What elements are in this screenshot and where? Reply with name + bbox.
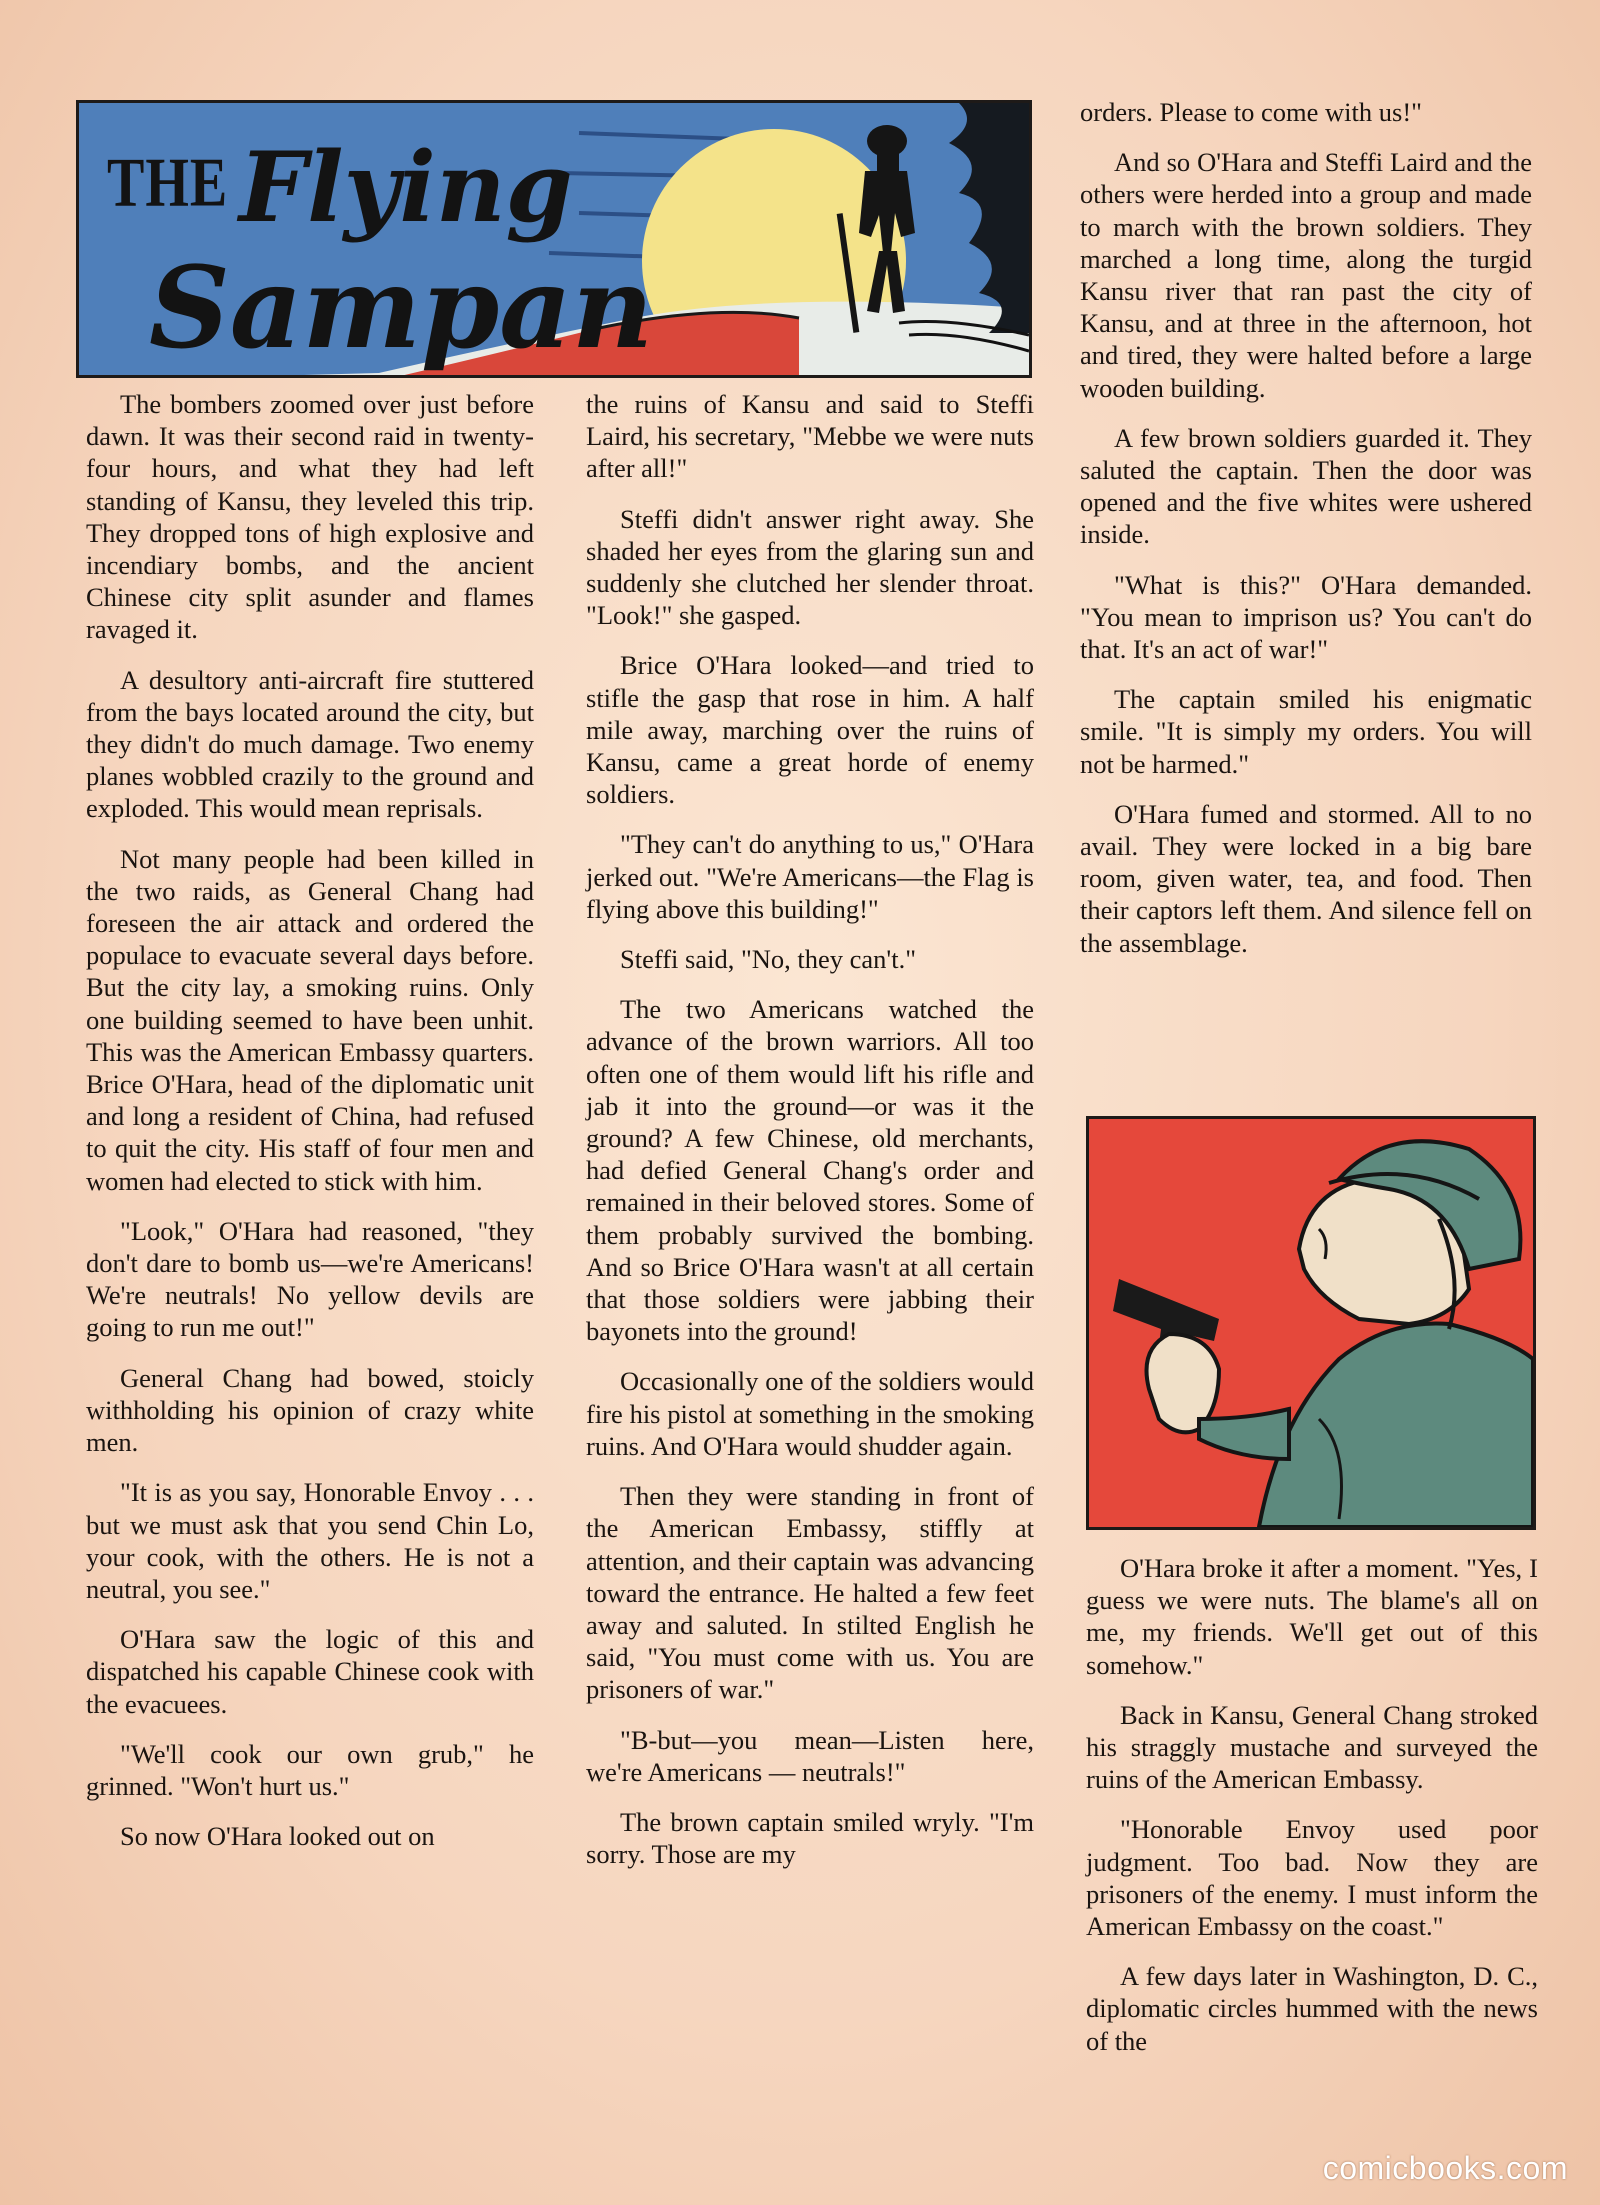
text-column-2 <box>586 388 1034 1888</box>
paragraph: Steffi didn't answer right away. She shaded her eyes from the glaring sun and suddenly she clutched her slender throat. "Look!" she gasped. <box>586 503 1034 631</box>
paragraph: O'Hara fumed and stormed. All to no avail. They were locked in a big bare room, given water, tea, and food. Then their captors left them. And silence fell on the assemblage. <box>1080 798 1532 958</box>
title-banner <box>76 100 1032 378</box>
paragraph: "We'll cook our own grub," he grinned. "Won't hurt us." <box>86 1738 534 1801</box>
paragraph: "B-but—you mean—Listen here, we're Americans — neutrals!" <box>586 1724 1034 1787</box>
paragraph: And so O'Hara and Steffi Laird and the others were herded into a group and made to march with the brown soldiers. They marched a long time, along the turgid Kansu river that ran past the city of Kansu, and at three in the afternoon, hot and tired, they were halted before a large wooden building. <box>1080 147 1532 403</box>
paragraph: The brown captain smiled wryly. "I'm sorry. Those are my <box>586 1806 1034 1870</box>
site-watermark: comicbooks.com <box>1322 2150 1568 2186</box>
paragraph: Then they were standing in front of the American Embassy, stiffly at attention, and their captain was advancing toward the entrance. He halted a few feet away and saluted. In stilted English he said, "You must come with us. You are prisoners of war." <box>586 1481 1034 1705</box>
paragraph: the ruins of Kansu and said to Steffi Laird, his secretary, "Mebbe we were nuts after all!" <box>586 389 1034 484</box>
paragraph: A few days later in Washington, D. C., diplomatic circles hummed with the news of the <box>1086 1961 1538 2056</box>
paragraph: Steffi said, "No, they can't." <box>620 944 917 975</box>
paragraph: Occasionally one of the soldiers would fire his pistol at something in the smoking ruins. And O'Hara would shudder again. <box>586 1366 1034 1461</box>
paragraph: O'Hara broke it after a moment. "Yes, I guess we were nuts. The blame's all on me, my friends. We'll get out of this somehow." <box>1086 1553 1538 1680</box>
soldier-with-pistol-drawing <box>1089 1119 1533 1527</box>
paragraph: "Look," O'Hara had reasoned, "they don't dare to bomb us—we're Americans! We're neutrals! No yellow devils are going to run me out!" <box>86 1215 534 1343</box>
paragraph: A desultory anti-aircraft fire stuttered from the bays located around the city, but they didn't do much damage. Two enemy planes wobbled crazily to the ground and exploded. This would mean reprisals. <box>86 664 534 824</box>
paragraph: The two Americans watched the advance of the brown warriors. All too often one of them would lift his rifle and jab it into the ground—or was it the ground? A few Chinese, old merchants, had defied General Chang's order and remained in their beloved stores. Some of them probably survived the bombing. And so Brice O'Hara wasn't at all certain that those soldiers were jabbing their bayonets into the ground! <box>586 994 1034 1347</box>
soldier-illustration <box>1086 1116 1536 1530</box>
paragraph: Brice O'Hara looked—and tried to stifle the gasp that rose in him. A half mile away, marching over the ruins of Kansu, came a great horde of enemy soldiers. <box>586 650 1034 810</box>
text-column-3-continued <box>1086 1552 1538 2075</box>
title-flying: Flying <box>239 131 573 244</box>
paragraph: The bombers zoomed over just before dawn. It was their second raid in twenty-four hours, and what they had left standing of Kansu, they leveled this trip. They dropped tons of high explosive and incendiary bombs, and the ancient Chinese city split asunder and flames ravaged it. <box>86 389 534 645</box>
paragraph: O'Hara saw the logic of this and dispatched his capable Chinese cook with the evacuees. <box>86 1624 534 1719</box>
paragraph: Not many people had been killed in the two raids, as General Chang had foreseen the air attack and ordered the populace to evacuate several days before. But the city lay, a smoking ruins. Only one building seemed to have been unhit. This was the American Embassy quarters. Brice O'Hara, head of the diplomatic unit and long a resident of China, had refused to quit the city. His staff of four men and women had elected to stick with him. <box>86 843 534 1196</box>
paragraph: "What is this?" O'Hara demanded. "You mean to imprison us? You can't do that. It's an act of war!" <box>1080 569 1532 665</box>
paragraph: Back in Kansu, General Chang stroked his straggly mustache and surveyed the ruins of the American Embassy. <box>1086 1699 1538 1795</box>
paragraph: A few brown soldiers guarded it. They saluted the captain. Then the door was opened and the five whites were ushered inside. <box>1080 422 1532 550</box>
paragraph: "Honorable Envoy used poor judgment. Too bad. Now they are prisoners of the enemy. I must inform the American Embassy on the coast." <box>1086 1814 1538 1942</box>
paragraph: "It is as you say, Honorable Envoy . . . but we must ask that you send Chin Lo, your cook, with the others. He is not a neutral, you see." <box>86 1477 534 1604</box>
paragraph: "They can't do anything to us," O'Hara jerked out. "We're Americans—the Flag is flying above this building!" <box>586 829 1034 924</box>
paragraph: orders. Please to come with us!" <box>1080 97 1422 127</box>
title-the: THE <box>107 144 229 222</box>
paragraph: The captain smiled his enigmatic smile. "It is simply my orders. You will not be harmed." <box>1080 684 1532 779</box>
title-sampan: Sampan <box>149 243 654 374</box>
text-column-1 <box>86 388 534 1870</box>
text-column-3 <box>1080 96 1532 977</box>
paragraph: So now O'Hara looked out on <box>120 1821 435 1852</box>
paragraph: General Chang had bowed, stoicly withholding his opinion of crazy white men. <box>86 1362 534 1458</box>
